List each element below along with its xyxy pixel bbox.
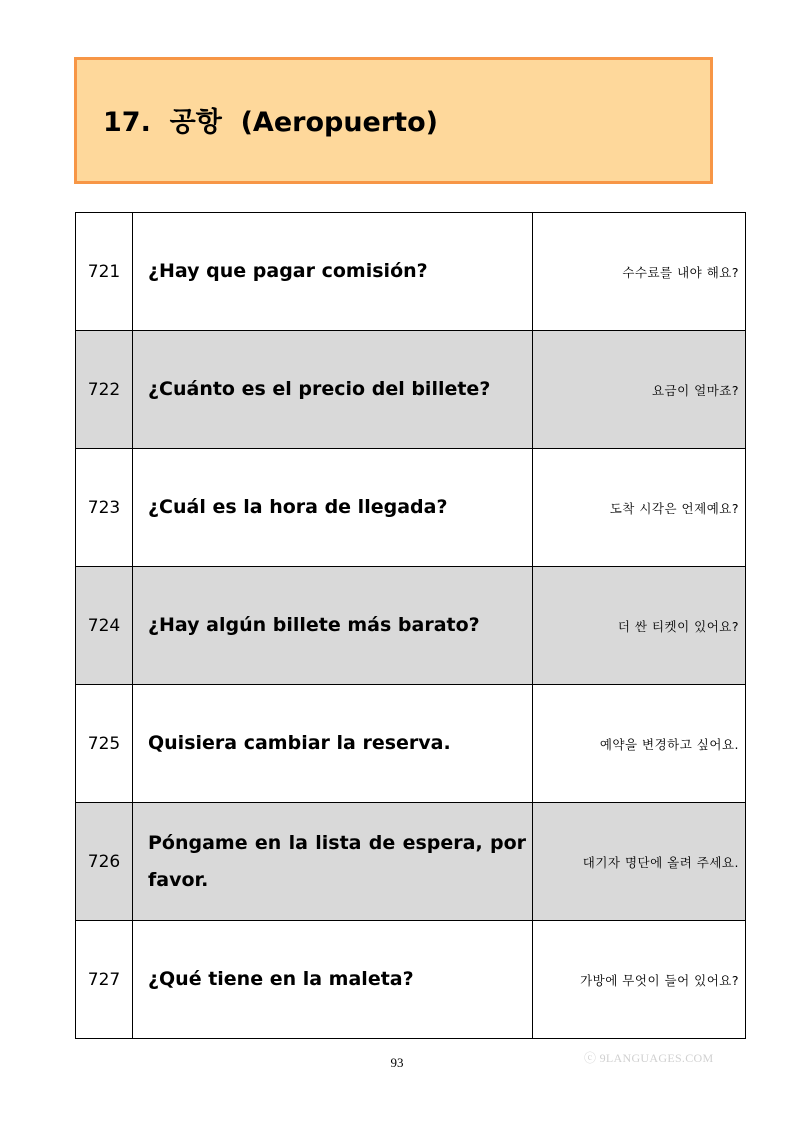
- row-number: 723: [76, 449, 133, 567]
- table-row: [76, 213, 746, 331]
- row-number: 721: [76, 213, 133, 331]
- row-number: 727: [76, 921, 133, 1039]
- table-row: [76, 685, 746, 803]
- spanish-phrase: ¿Hay que pagar comisión?: [133, 213, 533, 331]
- chapter-title: 17. 공항 (Aeropuerto): [103, 107, 438, 138]
- table-row: [76, 567, 746, 685]
- copyright-watermark: ⓒ 9LANGUAGES.COM: [584, 1051, 714, 1065]
- korean-translation: 가방에 무엇이 들어 있어요?: [533, 921, 746, 1039]
- korean-translation: 도착 시각은 언제예요?: [533, 449, 746, 567]
- spanish-phrase: ¿Cuál es la hora de llegada?: [133, 449, 533, 567]
- row-number: 726: [76, 803, 133, 921]
- korean-translation: 수수료를 내야 해요?: [533, 213, 746, 331]
- row-number: 724: [76, 567, 133, 685]
- table-row: [76, 449, 746, 567]
- korean-translation: 요금이 얼마죠?: [533, 331, 746, 449]
- table-row: [76, 921, 746, 1039]
- spanish-phrase: Póngame en la lista de espera, por favor.: [133, 803, 533, 921]
- row-number: 725: [76, 685, 133, 803]
- korean-translation: 예약을 변경하고 싶어요.: [533, 685, 746, 803]
- korean-translation: 더 싼 티켓이 있어요?: [533, 567, 746, 685]
- spanish-phrase: ¿Cuánto es el precio del billete?: [133, 331, 533, 449]
- phrase-table: [75, 212, 746, 1039]
- korean-translation: 대기자 명단에 올려 주세요.: [533, 803, 746, 921]
- spanish-phrase: ¿Hay algún billete más barato?: [133, 567, 533, 685]
- spanish-phrase: Quisiera cambiar la reserva.: [133, 685, 533, 803]
- table-row: [76, 803, 746, 921]
- chapter-title-box: [74, 57, 713, 184]
- page-number: 93: [390, 1055, 404, 1070]
- spanish-phrase: ¿Qué tiene en la maleta?: [133, 921, 533, 1039]
- table-row: [76, 331, 746, 449]
- row-number: 722: [76, 331, 133, 449]
